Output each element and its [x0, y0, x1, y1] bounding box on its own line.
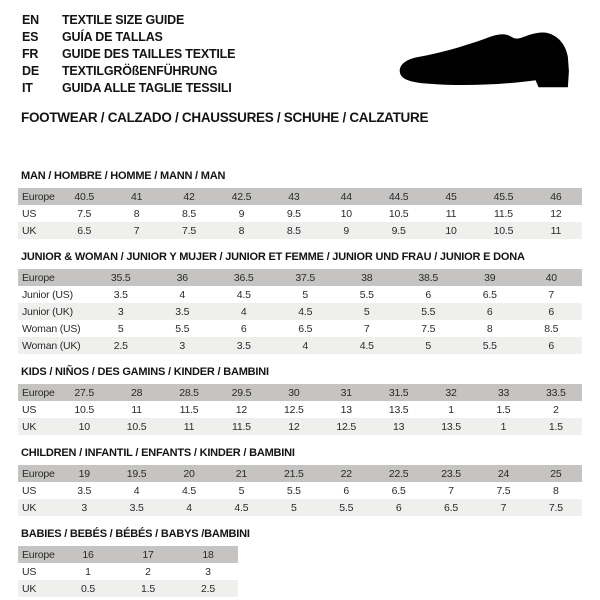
lang-code: EN	[22, 13, 39, 27]
dress-shoe-icon	[396, 30, 578, 94]
size-value: 35.5	[110, 271, 131, 284]
size-table-man	[18, 188, 582, 239]
size-value: 7.5	[496, 484, 511, 497]
lang-label: GUIDA ALLE TAGLIE TESSILI	[62, 81, 232, 95]
lang-label: GUIDE DES TAILLES TEXTILE	[62, 47, 236, 61]
size-value: 8.5	[286, 224, 301, 237]
size-value: 3	[179, 339, 186, 352]
lang-row-fr	[22, 46, 235, 63]
size-value: 18	[202, 548, 214, 561]
size-value: 12	[235, 403, 248, 416]
table-row-us	[18, 401, 582, 418]
table-title-children: CHILDREN / INFANTIL / ENFANTS / KINDER / BAMBINI	[21, 447, 295, 459]
size-value: 17	[142, 548, 154, 561]
row-label: US	[22, 565, 37, 578]
lang-code: IT	[22, 81, 33, 95]
size-value: 30	[288, 386, 300, 399]
size-value: 13	[340, 403, 352, 416]
lang-row-es	[22, 29, 235, 46]
size-value: 9	[343, 224, 350, 237]
size-value: 6	[240, 322, 247, 335]
size-value: 28.5	[179, 386, 199, 399]
row-label: UK	[22, 582, 37, 595]
size-value: 8.5	[544, 322, 559, 335]
table-row-uk	[18, 418, 582, 435]
size-value: 7.5	[77, 207, 92, 220]
size-value: 3.5	[77, 484, 92, 497]
lang-code: FR	[22, 47, 39, 61]
size-value: 33.5	[546, 386, 566, 399]
size-value: 19	[78, 467, 90, 480]
size-value: 7	[548, 288, 555, 301]
size-value: 5	[238, 484, 245, 497]
size-value: 2	[553, 403, 559, 416]
table-row-europe	[18, 188, 582, 205]
size-value: 29.5	[231, 386, 252, 399]
size-value: 6.5	[444, 501, 459, 514]
lang-row-de	[22, 63, 235, 80]
size-value: 3.5	[129, 501, 144, 514]
size-value: 4	[240, 305, 247, 318]
size-table-babies	[18, 546, 238, 597]
size-value: 19.5	[126, 467, 147, 480]
size-value: 6.5	[391, 484, 406, 497]
size-value: 2.5	[201, 582, 215, 595]
size-table-section-man	[18, 170, 582, 239]
size-value: 7	[500, 501, 507, 514]
row-label: Junior (US)	[22, 288, 73, 301]
size-table-section-babies	[18, 528, 582, 597]
size-value: 11.5	[179, 403, 199, 416]
size-value: 3	[81, 501, 88, 514]
row-label: Woman (US)	[22, 322, 81, 335]
size-value: 13	[393, 420, 405, 433]
table-row-europe	[18, 546, 238, 563]
size-value: 7.5	[421, 322, 436, 335]
size-value: 25	[550, 467, 562, 480]
size-value: 27.5	[74, 386, 95, 399]
size-value: 11	[445, 207, 457, 220]
size-value: 38	[361, 271, 373, 284]
size-value: 9	[238, 207, 245, 220]
size-value: 42	[183, 190, 195, 203]
size-value: 5	[302, 288, 309, 301]
size-table-junior-woman	[18, 269, 582, 354]
row-label: Europe	[22, 386, 55, 399]
table-row-europe	[18, 465, 582, 482]
size-value: 46	[550, 190, 562, 203]
size-value: 11	[183, 420, 195, 433]
size-table-section-children	[18, 447, 582, 516]
size-value: 4.5	[234, 501, 249, 514]
size-value: 10.5	[126, 420, 147, 433]
row-label: Europe	[22, 467, 55, 480]
size-value: 31	[340, 386, 352, 399]
size-value: 4.5	[298, 305, 313, 318]
size-value: 5.5	[359, 288, 374, 301]
size-value: 11	[550, 224, 562, 237]
row-label: UK	[22, 224, 37, 237]
table-row-us	[18, 563, 238, 580]
table-row-europe	[18, 269, 582, 286]
lang-row-en	[22, 12, 235, 29]
size-value: 1.5	[141, 582, 155, 595]
size-value: 10.5	[74, 403, 95, 416]
lang-label: TEXTILGRÖßENFÜHRUNG	[62, 64, 218, 78]
size-value: 8.5	[182, 207, 197, 220]
size-value: 1.5	[548, 420, 563, 433]
size-value: 11.5	[494, 207, 513, 220]
size-value: 9.5	[391, 224, 406, 237]
size-value: 6	[548, 305, 555, 318]
size-value: 8	[553, 484, 559, 497]
size-value: 31.5	[388, 386, 409, 399]
table-row-woman-uk	[18, 337, 582, 354]
size-value: 45.5	[493, 190, 514, 203]
size-value: 1	[85, 565, 91, 578]
table-row-junior-us	[18, 286, 582, 303]
size-value: 12	[288, 420, 300, 433]
size-value: 10.5	[388, 207, 409, 220]
size-value: 5.5	[421, 305, 436, 318]
row-label: US	[22, 484, 37, 497]
size-value: 23.5	[441, 467, 461, 480]
size-value: 7.5	[548, 501, 563, 514]
size-value: 11.5	[231, 420, 251, 433]
size-value: 13.5	[441, 420, 461, 433]
size-value: 5	[425, 339, 432, 352]
size-value: 6	[548, 339, 555, 352]
size-value: 5.5	[482, 339, 497, 352]
size-value: 1	[448, 403, 454, 416]
lang-row-it	[22, 80, 235, 97]
size-value: 10	[78, 420, 90, 433]
size-value: 9.5	[286, 207, 301, 220]
size-value: 3.5	[236, 339, 251, 352]
size-value: 8	[133, 207, 140, 220]
size-value: 13.5	[388, 403, 409, 416]
size-value: 6	[425, 288, 432, 301]
size-value: 4.5	[236, 288, 251, 301]
size-table-section-kids	[18, 366, 582, 435]
size-value: 21.5	[284, 467, 304, 480]
size-value: 28	[130, 386, 143, 399]
size-value: 16	[82, 548, 94, 561]
table-row-europe	[18, 384, 582, 401]
table-title-man: MAN / HOMBRE / HOMME / MANN / MAN	[21, 170, 226, 182]
size-value: 44	[340, 190, 352, 203]
row-label: Europe	[22, 271, 55, 284]
size-value: 4	[179, 288, 186, 301]
size-value: 20	[183, 467, 195, 480]
size-value: 2	[145, 565, 151, 578]
size-value: 5.5	[339, 501, 354, 514]
language-list	[22, 12, 235, 97]
size-value: 40.5	[74, 190, 95, 203]
size-value: 36.5	[233, 271, 254, 284]
size-value: 3	[117, 305, 124, 318]
row-label: US	[22, 207, 37, 220]
size-value: 7	[363, 322, 370, 335]
row-label: US	[22, 403, 37, 416]
size-value: 2.5	[113, 339, 128, 352]
category-title: FOOTWEAR / CALZADO / CHAUSSURES / SCHUHE / CALZATURE	[21, 110, 429, 125]
row-label: UK	[22, 501, 37, 514]
size-value: 41	[130, 190, 143, 203]
size-value: 5	[291, 501, 297, 514]
size-tables	[18, 170, 582, 600]
size-value: 5	[117, 322, 124, 335]
size-value: 37.5	[295, 271, 316, 284]
lang-code: DE	[22, 64, 39, 78]
size-value: 1	[500, 420, 507, 433]
size-value: 4	[186, 501, 192, 514]
size-value: 8	[238, 224, 245, 237]
table-title-junior-woman: JUNIOR & WOMAN / JUNIOR Y MUJER / JUNIOR ET FEMME / JUNIOR UND FRAU / JUNIOR E DONA	[21, 251, 525, 263]
size-value: 0.5	[81, 582, 95, 595]
size-value: 4	[302, 339, 309, 352]
size-value: 6	[395, 501, 402, 514]
size-value: 12	[550, 207, 562, 220]
size-value: 3	[205, 565, 211, 578]
size-value: 21	[235, 467, 248, 480]
table-row-us	[18, 482, 582, 499]
size-value: 12.5	[284, 403, 304, 416]
size-value: 12.5	[336, 420, 357, 433]
size-value: 11	[131, 403, 142, 416]
size-value: 36	[176, 271, 188, 284]
size-value: 3.5	[113, 288, 128, 301]
size-value: 8	[486, 322, 493, 335]
size-table-children	[18, 465, 582, 516]
row-label: Woman (UK)	[22, 339, 81, 352]
size-value: 38.5	[418, 271, 439, 284]
lang-code: ES	[22, 30, 39, 44]
size-table-kids	[18, 384, 582, 435]
size-value: 4	[133, 484, 140, 497]
lang-label: TEXTILE SIZE GUIDE	[62, 13, 185, 27]
table-row-woman-us	[18, 320, 582, 337]
size-value: 22.5	[388, 467, 409, 480]
size-value: 6.5	[298, 322, 313, 335]
table-row-uk	[18, 222, 582, 239]
table-title-kids: KIDS / NIÑOS / DES GAMINS / KINDER / BAMBINI	[21, 366, 269, 378]
size-value: 7	[133, 224, 140, 237]
size-value: 4.5	[359, 339, 374, 352]
size-value: 3.5	[175, 305, 190, 318]
size-value: 44.5	[388, 190, 409, 203]
size-value: 24	[497, 467, 510, 480]
size-value: 5.5	[175, 322, 190, 335]
row-label: Junior (UK)	[22, 305, 73, 318]
size-value: 33	[497, 386, 510, 399]
size-value: 22	[340, 467, 352, 480]
size-value: 1.5	[496, 403, 511, 416]
size-value: 7.5	[182, 224, 197, 237]
size-value: 42.5	[231, 190, 252, 203]
size-table-section-junior-woman	[18, 251, 582, 354]
lang-label: GUÍA DE TALLAS	[62, 30, 163, 44]
table-title-babies: BABIES / BEBÉS / BÉBÉS / BABYS /BAMBINI	[21, 528, 250, 540]
row-label: UK	[22, 420, 37, 433]
table-row-us	[18, 205, 582, 222]
table-row-junior-uk	[18, 303, 582, 320]
size-value: 6	[486, 305, 493, 318]
size-value: 32	[445, 386, 457, 399]
size-value: 10	[445, 224, 457, 237]
row-label: Europe	[22, 190, 55, 203]
size-value: 6.5	[77, 224, 92, 237]
size-value: 39	[484, 271, 496, 284]
size-value: 7	[448, 484, 454, 497]
size-value: 5	[363, 305, 370, 318]
size-value: 10	[340, 207, 352, 220]
row-label: Europe	[22, 548, 55, 561]
size-value: 43	[288, 190, 300, 203]
size-value: 10.5	[493, 224, 514, 237]
size-value: 45	[445, 190, 457, 203]
table-row-uk	[18, 499, 582, 516]
size-value: 4.5	[182, 484, 197, 497]
size-value: 40	[545, 271, 557, 284]
table-row-uk	[18, 580, 238, 597]
size-value: 6	[343, 484, 350, 497]
size-value: 5.5	[286, 484, 301, 497]
size-value: 6.5	[482, 288, 497, 301]
